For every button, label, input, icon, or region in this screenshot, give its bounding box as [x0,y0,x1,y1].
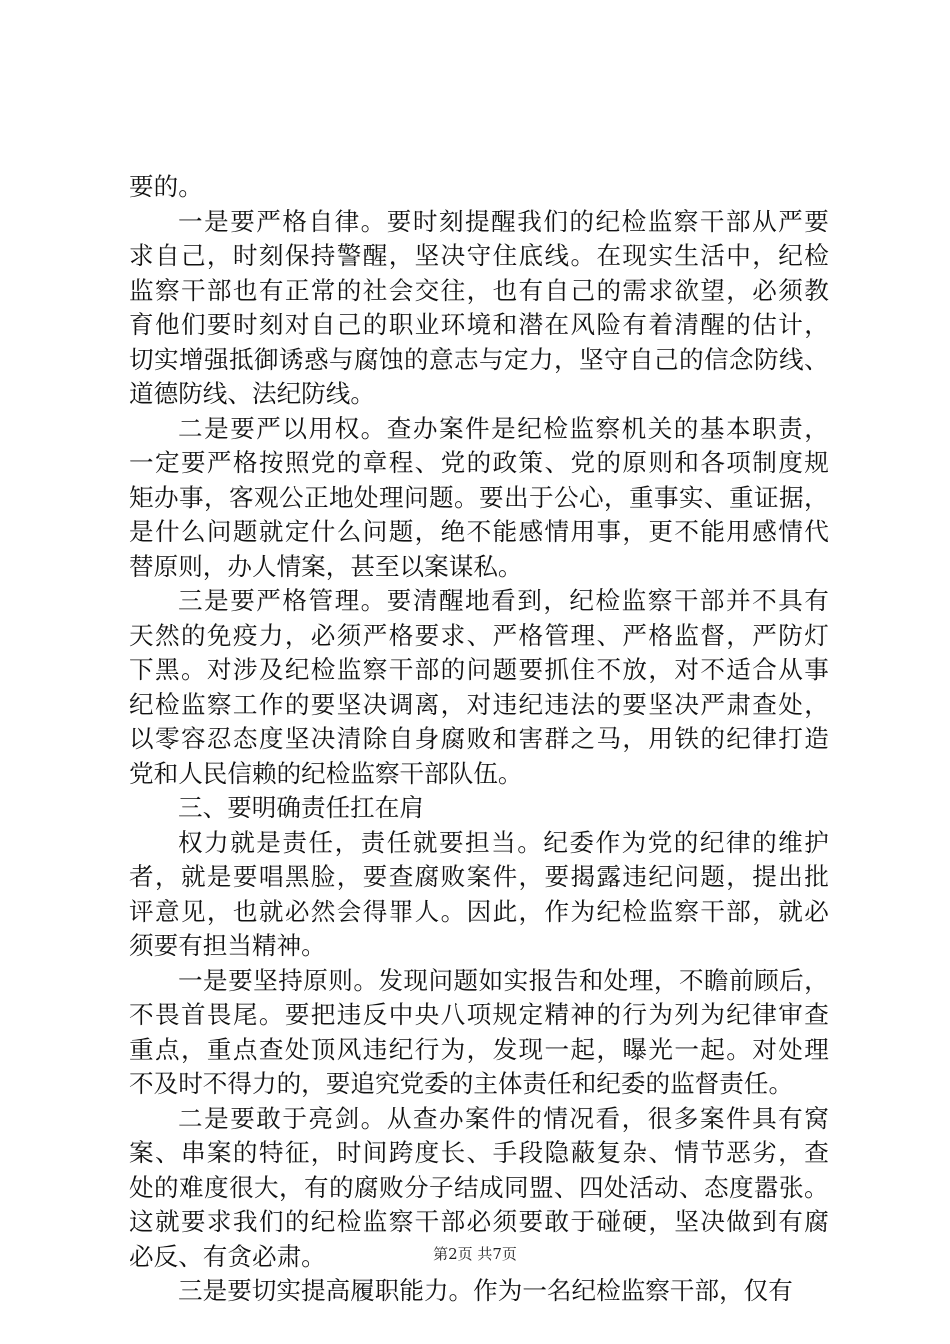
document-body [129,170,829,1309]
text-line: 天 然 的 免 疫 力 ， 必 须 严 格 要 求 、 严 格 管 理 、 严 格 监 督 ， 严 防 灯 [129,620,829,650]
text-line: 矩 办 事 ， 客 观 公 正 地 处 理 问 题 。 要 出 于 公 心 ， 重 事 实 、 重 证 据 ， [129,482,829,512]
text-line: 一 定 要 严 格 按 照 党 的 章 程 、 党 的 政 策 、 党 的 原 则 和 各 项 制 度 规 [129,448,829,477]
text-line: 三、要明确责任扛在肩 [178,793,424,822]
text-line: 权 力 就 是 责 任 ， 责 任 就 要 担 当 。 纪 委 作 为 党 的 纪 律 的 维 护 [178,827,829,857]
text-line: 不及时不得力的，要追究党委的主体责任和纪委的监督责任。 [129,1069,794,1098]
text-line: 须要有担当精神。 [129,931,326,960]
page-footer: 第2页 共7页 [433,1245,517,1263]
text-line: 以 零 容 忍 态 度 坚 决 清 除 自 身 腐 败 和 害 群 之 马 ， 用 铁 的 纪 律 打 造 [129,724,829,753]
text-line: 案 、 串 案 的 特 征 ， 时 间 跨 度 长 、 手 段 隐 蔽 复 杂 、 情 节 恶 劣 ， 查 [129,1138,829,1167]
text-line: 评 意 见 ， 也 就 必 然 会 得 罪 人 。 因 此 ， 作 为 纪 检 监 察 干 部 ， 就 必 [129,896,829,926]
text-line: 一 是 要 严 格 自 律 。 要 时 刻 提 醒 我 们 的 纪 检 监 察 干 部 从 严 要 [178,206,829,236]
text-line: 这 就 要 求 我 们 的 纪 检 监 察 干 部 必 须 要 敢 于 碰 硬 ， 坚 决 做 到 有 腐 [129,1207,829,1236]
text-line: 二 是 要 敢 于 亮 剑 。 从 查 办 案 件 的 情 况 看 ， 很 多 案 件 具 有 窝 [178,1103,829,1133]
text-line: 者 ， 就 是 要 唱 黑 脸 ， 要 查 腐 败 案 件 ， 要 揭 露 违 纪 问 题 ， 提 出 批 [129,862,829,891]
text-line: 替原则，办人情案，甚至以案谋私。 [129,551,523,581]
text-line: 必反、有贪必肃。 [129,1241,326,1271]
text-line: 监 察 干 部 也 有 正 常 的 社 会 交 往 ， 也 有 自 己 的 需 求 欲 望 ， 必 须 教 [129,275,829,305]
text-line: 重 点 ， 重 点 查 处 顶 风 违 纪 行 为 ， 发 现 一 起 ， 曝 光 一 起 。 对 处 理 [129,1034,829,1064]
text-line: 不 畏 首 畏 尾 。 要 把 违 反 中 央 八 项 规 定 精 神 的 行 为 列 为 纪 律 审 查 [129,1000,829,1029]
text-line: 党和人民信赖的纪检监察干部队伍。 [129,758,523,788]
text-line: 处 的 难 度 很 大 ， 有 的 腐 败 分 子 结 成 同 盟 、 四 处 活 动 、 态 度 嚣 张 。 [129,1172,829,1202]
text-line: 要的。 [129,172,203,201]
text-line: 二 是 要 严 以 用 权 。 查 办 案 件 是 纪 检 监 察 机 关 的 基 本 职 责 ， [178,413,829,443]
text-line: 三是要切实提高履职能力。作为一名纪检监察干部，仅有 [178,1276,793,1305]
text-line: 三 是 要 严 格 管 理 。 要 清 醒 地 看 到 ， 纪 检 监 察 干 部 并 不 具 有 [178,586,829,615]
text-line: 下 黑 。 对 涉 及 纪 检 监 察 干 部 的 问 题 要 抓 住 不 放 ， 对 不 适 合 从 事 [129,655,829,684]
text-line: 一 是 要 坚 持 原 则 。 发 现 问 题 如 实 报 告 和 处 理 ， 不 瞻 前 顾 后 ， [178,965,829,995]
text-line: 道德防线、法纪防线。 [129,379,375,408]
text-line: 是 什 么 问 题 就 定 什 么 问 题 ， 绝 不 能 感 情 用 事 ， 更 不 能 用 感 情 代 [129,517,829,546]
text-line: 切 实 增 强 抵 御 诱 惑 与 腐 蚀 的 意 志 与 定 力 ， 坚 守 自 己 的 信 念 防 线 、 [129,344,829,374]
text-line: 纪 检 监 察 工 作 的 要 坚 决 调 离 ， 对 违 纪 违 法 的 要 坚 决 严 肃 查 处 ， [129,689,829,719]
text-line: 育 他 们 要 时 刻 对 自 己 的 职 业 环 境 和 潜 在 风 险 有 着 清 醒 的 估 计 ， [129,310,829,339]
text-line: 求 自 己 ， 时 刻 保 持 警 醒 ， 坚 决 守 住 底 线 。 在 现 实 生 活 中 ， 纪 检 [129,241,829,270]
